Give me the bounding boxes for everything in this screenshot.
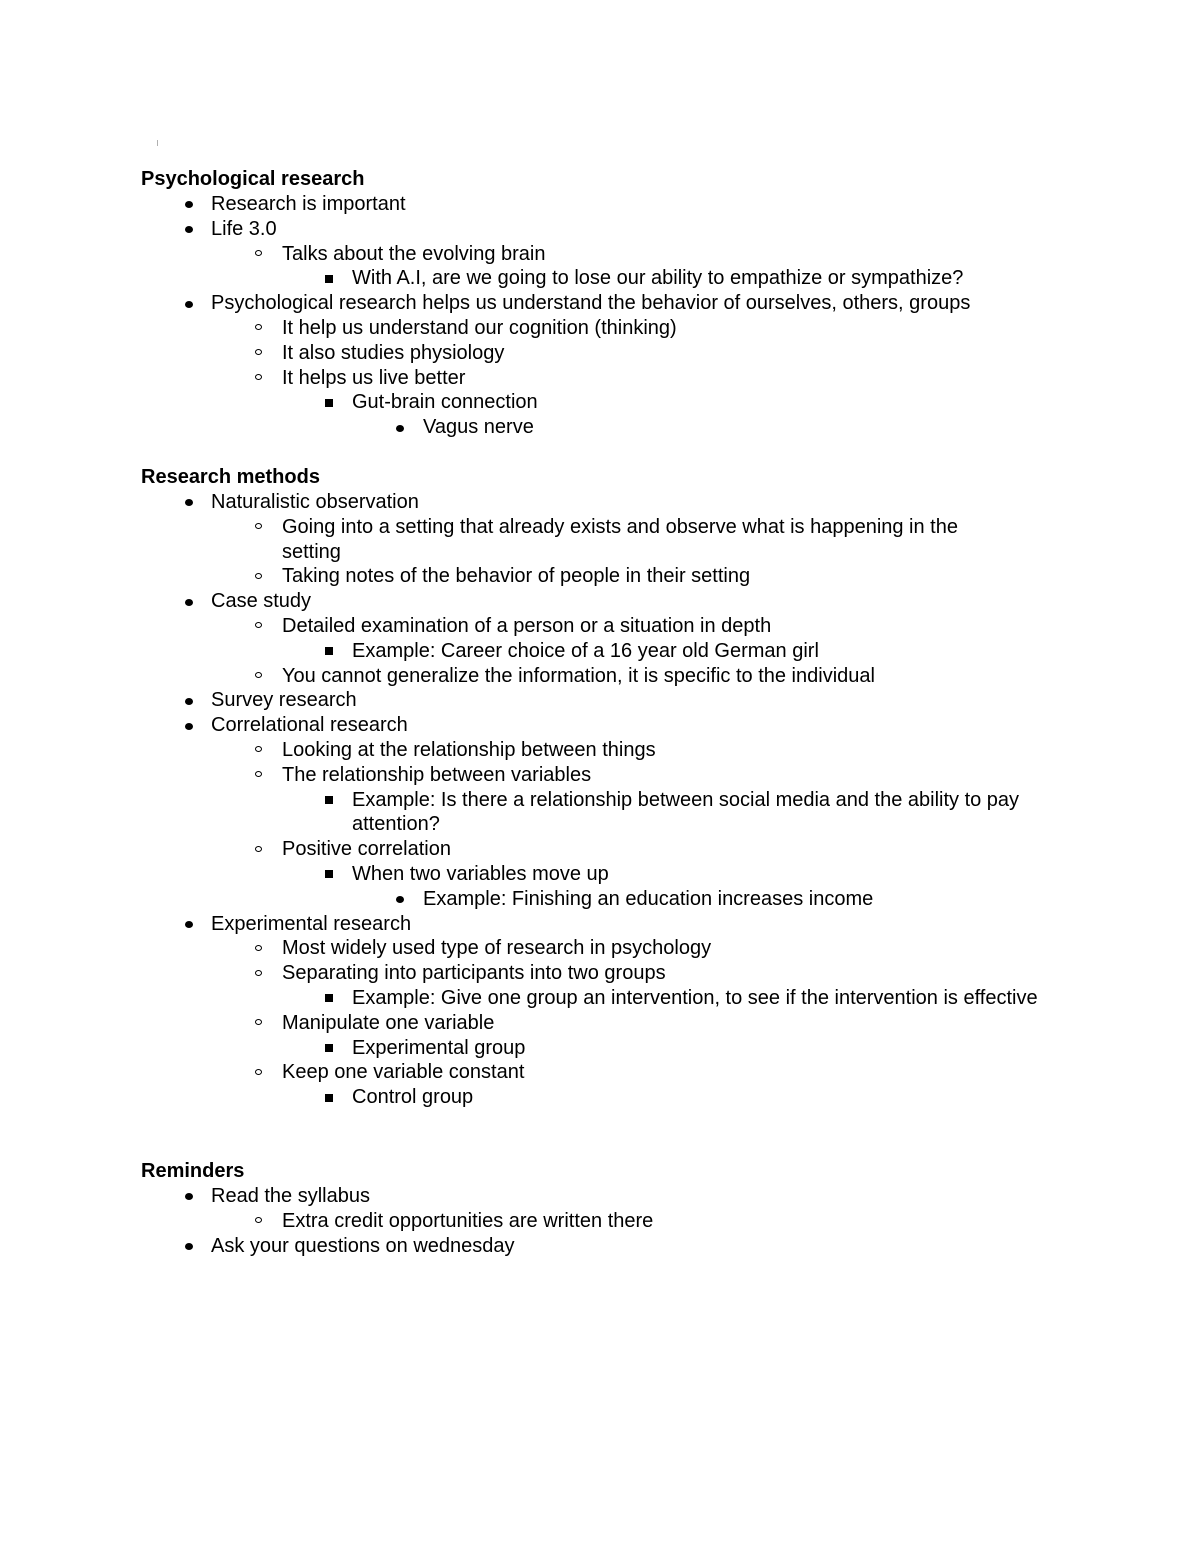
list-item — [141, 589, 1101, 614]
bullet-disc-icon — [185, 924, 193, 928]
section-heading: Psychological research — [141, 168, 365, 190]
bullet-square-icon — [325, 998, 333, 1002]
list-item — [141, 490, 1101, 515]
list-item — [141, 1184, 1101, 1209]
bullet-square-icon — [325, 800, 333, 804]
bullet-circle-icon — [255, 577, 262, 579]
section-heading: Reminders — [141, 1160, 245, 1182]
section-research-methods — [141, 465, 1101, 1110]
list-item-text: Keep one variable constant — [282, 1061, 525, 1084]
list-item — [141, 341, 1101, 366]
list-item — [141, 986, 1101, 1011]
bullet-circle-icon — [255, 974, 262, 976]
list-item-text: It helps us live better — [282, 366, 466, 389]
list-item-text: Life 3.0 — [211, 217, 277, 240]
bullet-circle-icon — [255, 527, 262, 529]
list-item-text: Psychological research helps us understand the behavior of ourselves, others, groups — [211, 292, 971, 315]
list-item — [141, 1085, 1101, 1110]
bullet-circle-icon — [255, 1073, 262, 1075]
list-item — [141, 788, 1101, 838]
page-tick-mark — [157, 140, 158, 146]
list-item-text: Read the syllabus — [211, 1185, 370, 1207]
bullet-square-icon — [325, 874, 333, 878]
bullet-circle-icon — [255, 750, 262, 752]
list-item — [141, 887, 1101, 912]
list-item — [141, 266, 1101, 291]
bullet-circle-icon — [255, 850, 262, 852]
bullet-circle-icon — [255, 378, 262, 380]
bullet-circle-icon — [255, 353, 262, 355]
bullet-circle-icon — [255, 328, 262, 330]
bullet-disc-icon — [185, 701, 193, 705]
section-psychological-research — [141, 167, 1101, 440]
list-item-text: It also studies physiology — [282, 341, 505, 364]
bullet-square-icon — [325, 403, 333, 407]
list-item-text: Positive correlation — [282, 838, 451, 861]
list-item — [141, 1036, 1101, 1061]
list-item-text: Most widely used type of research in psychology — [282, 937, 712, 960]
list-item — [141, 862, 1101, 887]
list-item-text: Experimental research — [211, 912, 412, 935]
section-reminders — [141, 1159, 1101, 1258]
bullet-circle-icon — [255, 1221, 262, 1223]
bullet-disc-icon — [185, 204, 193, 208]
list-item-text: Correlational research — [211, 714, 408, 737]
list-item-text: Example: Career choice of a 16 year old German girl — [352, 639, 819, 662]
list-item-text: Research is important — [211, 193, 406, 215]
bullet-circle-icon — [255, 626, 262, 628]
list-item-text: Manipulate one variable — [282, 1011, 495, 1034]
list-item — [141, 390, 1101, 415]
bullet-circle-icon — [255, 1023, 262, 1025]
list-item — [141, 738, 1101, 763]
list-item — [141, 961, 1101, 986]
list-item — [141, 316, 1101, 341]
list-item-text: Gut-brain connection — [352, 391, 538, 414]
bullet-disc-icon — [396, 428, 404, 432]
bullet-disc-icon — [185, 304, 193, 308]
list-item-text: Example: Give one group an intervention, to see if the intervention is effective — [352, 986, 1038, 1009]
list-item-text: Extra credit opportunities are written there — [282, 1209, 654, 1232]
bullet-disc-icon — [185, 726, 193, 730]
list-item — [141, 242, 1101, 267]
list-item — [141, 1060, 1101, 1085]
list-item — [141, 688, 1101, 713]
list-item — [141, 664, 1101, 689]
list-item — [141, 366, 1101, 391]
list-item-text: Talks about the evolving brain — [282, 242, 546, 265]
bullet-circle-icon — [255, 775, 262, 777]
list-item — [141, 192, 1101, 217]
bullet-circle-icon — [255, 254, 262, 256]
list-item-text: Going into a setting that already exists and observe what is happening in the setting — [282, 515, 958, 563]
list-item-text: With A.I, are we going to lose our ability to empathize or sympathize? — [352, 267, 964, 290]
bullet-disc-icon — [185, 1196, 193, 1200]
bullet-circle-icon — [255, 676, 262, 678]
list-item — [141, 936, 1101, 961]
list-item-text: Example: Finishing an education increases income — [423, 887, 874, 910]
list-item-text: Example: Is there a relationship between social media and the ability to pay attention? — [352, 788, 1020, 836]
list-item — [141, 614, 1101, 639]
list-item — [141, 713, 1101, 738]
list-item — [141, 639, 1101, 664]
list-item — [141, 415, 1101, 440]
bullet-square-icon — [325, 1098, 333, 1102]
list-item-text: It help us understand our cognition (thinking) — [282, 316, 677, 339]
list-item — [141, 1209, 1101, 1234]
list-item — [141, 912, 1101, 937]
list-item-text: Detailed examination of a person or a situation in depth — [282, 614, 772, 637]
section-heading: Research methods — [141, 466, 320, 488]
list-item — [141, 837, 1101, 862]
list-item-text: Case study — [211, 590, 312, 613]
list-item-text: Survey research — [211, 689, 357, 712]
bullet-square-icon — [325, 1048, 333, 1052]
list-item-text: Control group — [352, 1086, 474, 1109]
list-item — [141, 291, 1101, 316]
list-item-text: Vagus nerve — [423, 416, 534, 439]
list-item-text: Naturalistic observation — [211, 491, 419, 513]
list-item — [141, 515, 1101, 565]
list-item-text: Looking at the relationship between things — [282, 738, 656, 761]
list-item — [141, 564, 1101, 589]
list-item — [141, 763, 1101, 788]
list-item-text: The relationship between variables — [282, 763, 592, 786]
bullet-disc-icon — [396, 899, 404, 903]
list-item-text: Ask your questions on wednesday — [211, 1234, 515, 1257]
bullet-disc-icon — [185, 1246, 193, 1250]
bullet-square-icon — [325, 651, 333, 655]
list-item-text: Separating into participants into two groups — [282, 962, 666, 985]
list-item-text: Taking notes of the behavior of people in their setting — [282, 565, 751, 588]
list-item-text: You cannot generalize the information, it is specific to the individual — [282, 664, 875, 687]
list-item-text: When two variables move up — [352, 862, 609, 885]
bullet-circle-icon — [255, 949, 262, 951]
list-item-text: Experimental group — [352, 1036, 526, 1059]
list-item — [141, 1234, 1101, 1259]
bullet-square-icon — [325, 279, 333, 283]
list-item — [141, 1011, 1101, 1036]
bullet-disc-icon — [185, 502, 193, 506]
bullet-disc-icon — [185, 602, 193, 606]
bullet-disc-icon — [185, 229, 193, 233]
list-item — [141, 217, 1101, 242]
